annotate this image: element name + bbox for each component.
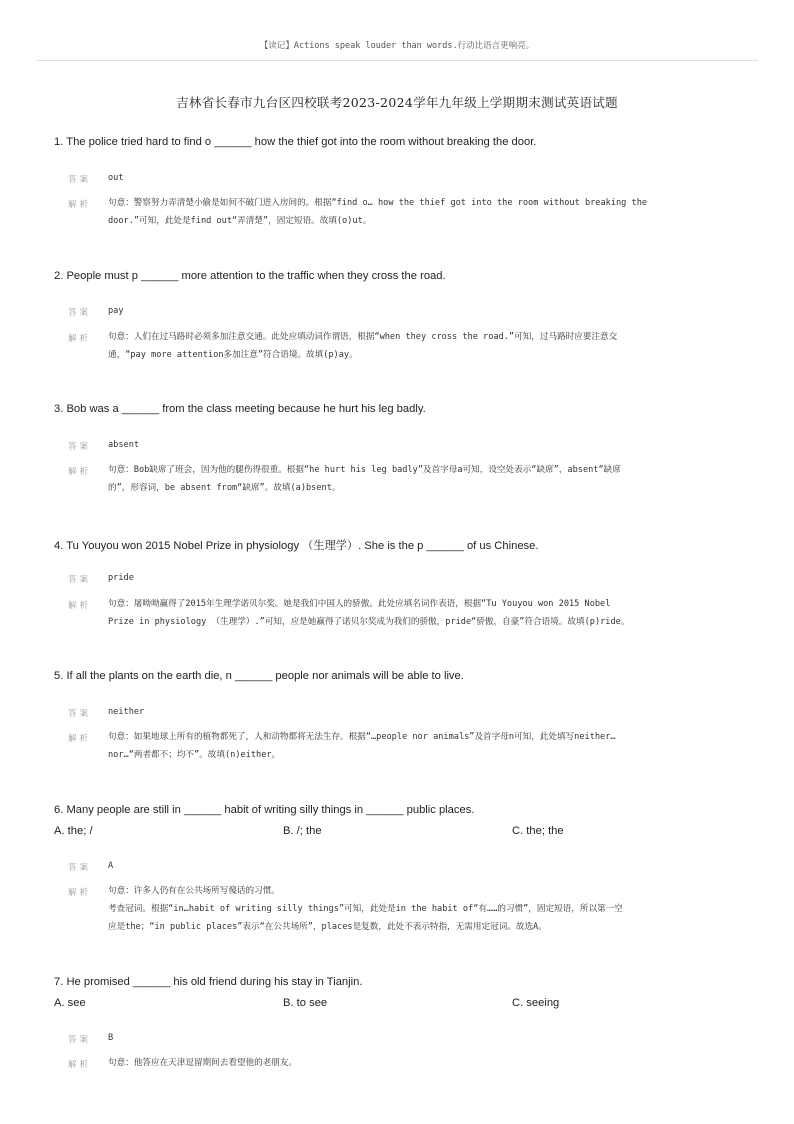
header-note: 【读记】Actions speak louder than words.行动比语言更响亮。 (259, 41, 535, 51)
question-7-answer: B (108, 1033, 114, 1043)
question-5-answer: neither (108, 707, 145, 717)
answer-label: 答案 (68, 863, 92, 873)
answer-label: 答案 (68, 709, 92, 719)
question-4-stem: 4. Tu Youyou won 2015 Nobel Prize in physiology （生理学）. She is the p ______ of us Chinese. (54, 540, 539, 552)
header-divider (36, 60, 758, 61)
explanation-label: 解析 (68, 1060, 92, 1070)
question-2-stem: 2. People must p ______ more attention to the traffic when they cross the road. (54, 270, 446, 282)
option-c: C. the; the (512, 825, 564, 837)
answer-label: 答案 (68, 175, 92, 185)
option-b: B. to see (283, 997, 328, 1009)
explanation-label: 解析 (68, 200, 92, 210)
option-a: A. the; / (54, 825, 93, 837)
answer-label: 答案 (68, 1035, 92, 1045)
option-a: A. see (54, 997, 86, 1009)
answer-label: 答案 (68, 442, 92, 452)
question-3-answer: absent (108, 440, 140, 450)
explanation-line: 句意：警察努力弄清楚小偷是如何不破门进入房间的。根据“find o… how the thief got into the room without breaking the (108, 198, 648, 208)
explanation-line: 句意：Bob缺席了班会，因为他的腿伤得很重。根据“he hurt his leg badly”及首字母a可知，设空处表示“缺席”，absent“缺席 (108, 465, 621, 475)
explanation-line: 应是the；“in public places”表示“在公共场所”，places是复数，此处不表示特指，无需用定冠词。故选A。 (108, 922, 547, 932)
question-3-stem: 3. Bob was a ______ from the class meeting because he hurt his leg badly. (54, 403, 426, 415)
explanation-line: 句意：如果地球上所有的植物都死了，人和动物都将无法生存。根据“…people nor animals”及首字母n可知，此处填写neither… (108, 732, 616, 742)
explanation-line: door.”可知，此处是find out“弄清楚”，固定短语。故填(o)ut。 (108, 216, 372, 226)
explanation-line: Prize in physiology （生理学）.”可知，应是她赢得了诺贝尔奖成为我们的骄傲，pride“骄傲，自豪”符合语境。故填(p)ride。 (108, 617, 630, 627)
explanation-line: 的”，形容词，be absent from“缺席”。故填(a)bsent。 (108, 483, 341, 493)
question-5-stem: 5. If all the plants on the earth die, n ______ people nor animals will be able to live. (54, 670, 464, 682)
question-1-explanation (108, 194, 720, 230)
question-6-explanation (108, 882, 720, 936)
answer-label: 答案 (68, 308, 92, 318)
option-b: B. /; the (283, 825, 322, 837)
explanation-line: nor…“两者都不；均不”。故填(n)either。 (108, 750, 281, 760)
question-5-explanation (108, 728, 720, 764)
explanation-line: 句意：屠呦呦赢得了2015年生理学诺贝尔奖。她是我们中国人的骄傲。此处应填名词作表语，根据“Tu Youyou won 2015 Nobel (108, 599, 611, 609)
explanation-line: 考查冠词。根据“in…habit of writing silly things”可知，此处是in the habit of“有……的习惯”，固定短语，所以第一空 (108, 904, 623, 914)
explanation-label: 解析 (68, 734, 92, 744)
question-2-explanation (108, 328, 720, 364)
document-title: 吉林省长春市九台区四校联考2023-2024学年九年级上学期期末测试英语试题 (176, 95, 618, 110)
question-6-stem: 6. Many people are still in ______ habit of writing silly things in ______ public places. (54, 804, 475, 816)
question-1-answer: out (108, 173, 124, 183)
explanation-label: 解析 (68, 334, 92, 344)
question-1-stem: 1. The police tried hard to find o ______ how the thief got into the room without breaking the door. (54, 136, 537, 148)
explanation-line: 句意：许多人仍有在公共场所写傻话的习惯。 (108, 886, 280, 896)
explanation-line: 句意：他答应在天津逗留期间去看望他的老朋友。 (108, 1058, 298, 1068)
explanation-label: 解析 (68, 601, 92, 611)
question-4-explanation (108, 595, 720, 631)
explanation-line: 句意：人们在过马路时必须多加注意交通。此处应填动词作谓语，根据“when they cross the road.”可知，过马路时应要注意交 (108, 332, 618, 342)
explanation-line: 通，“pay more attention多加注意”符合语境。故填(p)ay。 (108, 350, 358, 360)
option-c: C. seeing (512, 997, 560, 1009)
question-7-explanation (108, 1054, 720, 1072)
answer-label: 答案 (68, 575, 92, 585)
question-7-stem: 7. He promised ______ his old friend during his stay in Tianjin. (54, 976, 363, 988)
question-4-answer: pride (108, 573, 134, 583)
explanation-label: 解析 (68, 888, 92, 898)
question-2-answer: pay (108, 306, 124, 316)
question-3-explanation (108, 461, 720, 497)
question-6-answer: A (108, 861, 114, 871)
explanation-label: 解析 (68, 467, 92, 477)
